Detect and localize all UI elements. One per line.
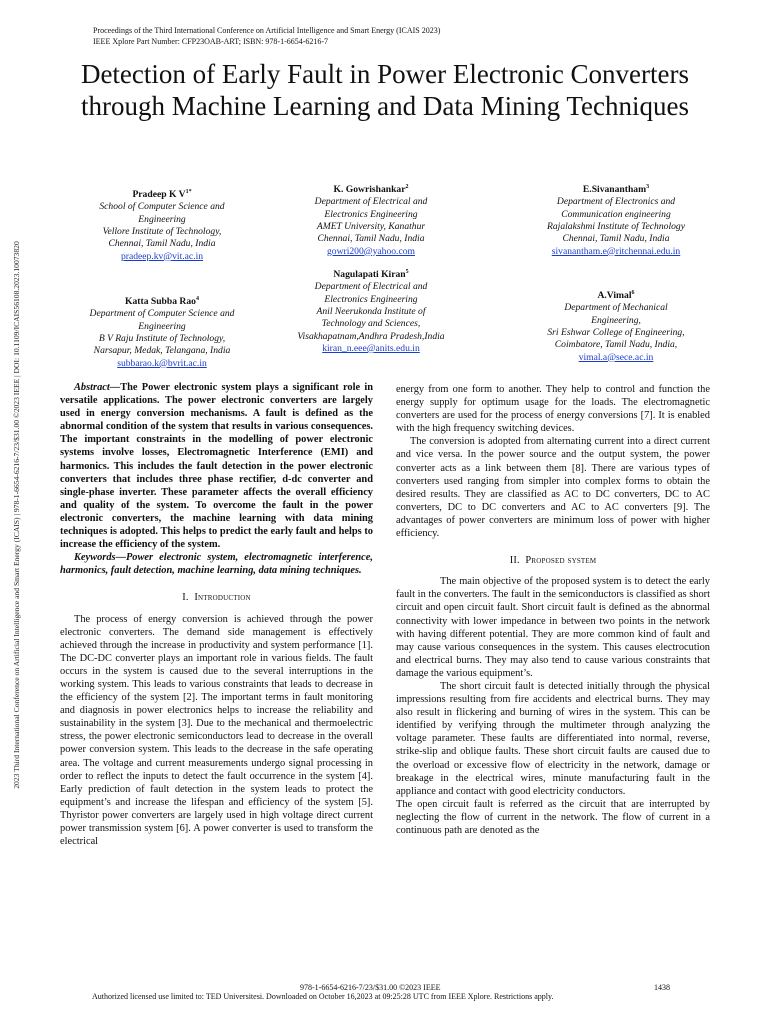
author-email-link[interactable]: vimal.a@sece.ac.in [578, 351, 654, 363]
author-affiliation: Anil Neerukonda Institute of [316, 306, 426, 318]
author-affiliation: Engineering, [591, 314, 641, 326]
author-block-6 [518, 287, 714, 364]
author-affiliation: Engineering [138, 320, 186, 332]
author-name: K. Gowrishankar$^2$ [333, 184, 409, 196]
author-affiliation: Visakhapatnam,Andhra Pradesh,India [297, 330, 445, 342]
running-header [93, 26, 673, 47]
author-affiliation: Chennai, Tamil Nadu, India [317, 233, 425, 245]
continued-paragraph: energy from one form to another. They help to control and function the energy supply for optimum usage for the loads. The electromagnetic converters are used for the process of energy conversions [7]. It is enabled with the high frequency switching devices. [396, 384, 710, 435]
author-affiliation: Electronics Engineering [324, 293, 418, 305]
author-block-2 [273, 181, 469, 258]
author-affiliation: Department of Mechanical [564, 302, 668, 314]
author-affiliation: Chennai, Tamil Nadu, India [108, 238, 216, 250]
author-affiliation: Department of Electronics and [556, 196, 676, 208]
author-affiliation: Rajalakshmi Institute of Technology [547, 221, 685, 233]
author-email-link[interactable]: kiran_n.eee@anits.edu.in [322, 342, 420, 354]
side-doi-strip: 2023 Third International Conference on Artificial Intelligence and Smart Energy (ICAIS) | 978-1-6654-6216-7/23/$31.00 ©2023 IEEE | DOI: 10.1109/ICAIS56108.2023.10073820 [12, 241, 21, 789]
header-line-2: IEEE Xplore Part Number: CFP23OAB-ART; ISBN: 978-1-6654-6216-7 [93, 36, 329, 46]
author-affiliation: Chennai, Tamil Nadu, India [562, 233, 670, 245]
author-affiliation: Engineering [138, 213, 186, 225]
keywords: Keywords—Power electronic system, electromagnetic interference, harmonics, fault detection, machine learning, data mining techniques. [60, 552, 373, 577]
paper-title: Detection of Early Fault in Power Electronic Converters through Machine Learning and Data Mining Techniques [80, 59, 690, 121]
left-column [60, 381, 373, 848]
author-name: Katta Subba Rao$^4$ [125, 296, 199, 308]
header-line-1: Proceedings of the Third International Conference on Artificial Intelligence and Smart Energy (ICAIS 2023) [93, 26, 441, 35]
author-name: A.Vimal$^6$ [597, 290, 635, 302]
section-heading-introduction: I. Introduction [182, 592, 251, 604]
footer-identifier: 978-1-6654-6216-7/23/$31.00 ©2023 IEEE [300, 983, 441, 992]
author-email-link[interactable]: subbarao.k@bvrit.ac.in [117, 357, 207, 369]
author-name: Nagulapati Kiran$^5$ [333, 269, 409, 281]
author-affiliation: Electronics Engineering [324, 208, 418, 220]
right-column [396, 383, 710, 837]
author-name: Pradeep K $V^{1*}$ [132, 189, 192, 201]
author-block-1 [62, 186, 262, 263]
author-affiliation: Department of Computer Science and [89, 308, 235, 320]
author-email-link[interactable]: gowri200@yahoo.com [327, 245, 415, 257]
author-affiliation: Narsapur, Medak, Telangana, India [93, 345, 231, 357]
proposed-paragraph-2: The short circuit fault is detected initially through the physical impressions resulting from fire accidents and electrical burns. They may also result in flickering and burning of wires in the system. This can be identified by verifying through the multimeter through analyzing the voltage parameter. These faults are differentiated into normal, reverse, strike-slip and oblique faults. These short circuit faults are caused due to the overload or excessive flow of electricity in the network, damage or breakage in the electrical wires, minute manufacturing fault in the appliance and contact with good electricity conductors. [396, 680, 710, 797]
proposed-paragraph-1: The main objective of the proposed system is to detect the early fault in the converters. The fault in the semiconductors is classified as short circuit and open circuit fault. Short circuit fault is defined as the abnormal connectivity with lower impedance in between two points in the network with having different potential. They are more common kind of fault and may cause various consequences in the system. This causes electrocution and electrical burns. They may also tend to cause various constraints that damage the various equipment’s. [396, 576, 710, 679]
author-affiliation: Department of Electrical and [314, 281, 428, 293]
author-block-4 [55, 293, 269, 370]
license-notice: Authorized licensed use limited to: TED Universitesi. Downloaded on October 16,2023 at 09:25:28 UTC from IEEE Xplore. Restrictions apply. [92, 992, 554, 1001]
author-affiliation: B V Raju Institute of Technology, [98, 333, 226, 345]
author-email-link[interactable]: pradeep.kv@vit.ac.in [120, 250, 204, 262]
author-affiliation: Coimbatore, Tamil Nadu, India, [554, 339, 678, 351]
introduction-paragraph: The process of energy conversion is achieved through the power electronic converters. The demand side management is effectively achieved through the increase in productivity and system performance [1]. The DC-DC converter plays an important role in various fields. The fault occurs in the system is caused due to the several interruptions in the working system. This leads to various constraints that leads to decrease in the efficiency of the system [2]. The important terms in fault monitoring and diagnosis in power electronics helps to increase the reliability and sustainability in the system [3]. Due to the mechanical and thermoelectric stress, the power electronic semiconductors lead to decrease in the overall power conversion system. This leads to the decrease in the safe operating area. The voltage and current measurements undergo signal processing in order to reflect the inputs to detect the fault occurrence in the system [4]. Early prediction of fault detection in the system leads to protect the equipment’s and increase the lifespan and efficiency of the system [5]. Thyristor power converters are largely used in high voltage direct current power transmission system [6]. A power converter is used to transform the electrical [60, 613, 373, 848]
author-affiliation: Vellore Institute of Technology, [102, 226, 222, 238]
abstract-lead: Abstract— [74, 382, 121, 393]
converter-paragraph: The conversion is adopted from alternating current into a direct current and vice versa. In the power source and the output system, the power converter acts as a link between them [8]. There are various types of converters used ranging from simpler into complex forms to obtain the desired results. They are classified as AC to DC converters, DC to AC converters, DC to DC converters and AC to AC converters [9]. The advantages of power converters are minimum loss of power with higher efficiency. [396, 436, 710, 540]
proposed-paragraph-3: The open circuit fault is referred as the circuit that are interrupted by neglecting the flow of current in the network. The flow of current in a continuous path are denoted as the [396, 798, 710, 836]
author-email-link[interactable]: sivanantham.e@ritchennai.edu.in [551, 245, 681, 257]
section-heading-proposed-system: II. Proposed system [509, 555, 597, 567]
author-affiliation: School of Computer Science and [99, 201, 225, 213]
author-affiliation: AMET University, Kanathur [316, 221, 426, 233]
abstract-text: The Power electronic system plays a significant role in versatile applications. The power electronic converters are largely used in energy conversion mechanisms. A fault is defined as the abnormal condition of the system that results in various consequences. The important constraints in the modelling of power electronic systems involve losses, Electromagnetic Interference (EMI) and harmonics. This includes the fault detection in the power electronic converters that includes three phase rectifier, d-dc converter and single-phase inverter. These parameter affects the overall efficiency and quality of the system. To overcome the fault in the power electronic converters, the machine learning with data mining techniques is adopted. This helps to predict the early fault and helps to increase the efficiency of the system. [60, 382, 373, 551]
author-affiliation: Department of Electrical and [314, 196, 428, 208]
abstract [60, 381, 373, 551]
author-affiliation: Communication engineering [561, 208, 671, 220]
author-affiliation: Sri Eshwar College of Engineering, [547, 327, 685, 339]
author-block-5 [273, 266, 469, 355]
author-block-3 [512, 181, 720, 258]
author-affiliation: Technology and Sciences, [321, 318, 421, 330]
author-name: E.Sivanantham$^3$ [582, 184, 650, 196]
page-number: 1438 [654, 983, 670, 992]
